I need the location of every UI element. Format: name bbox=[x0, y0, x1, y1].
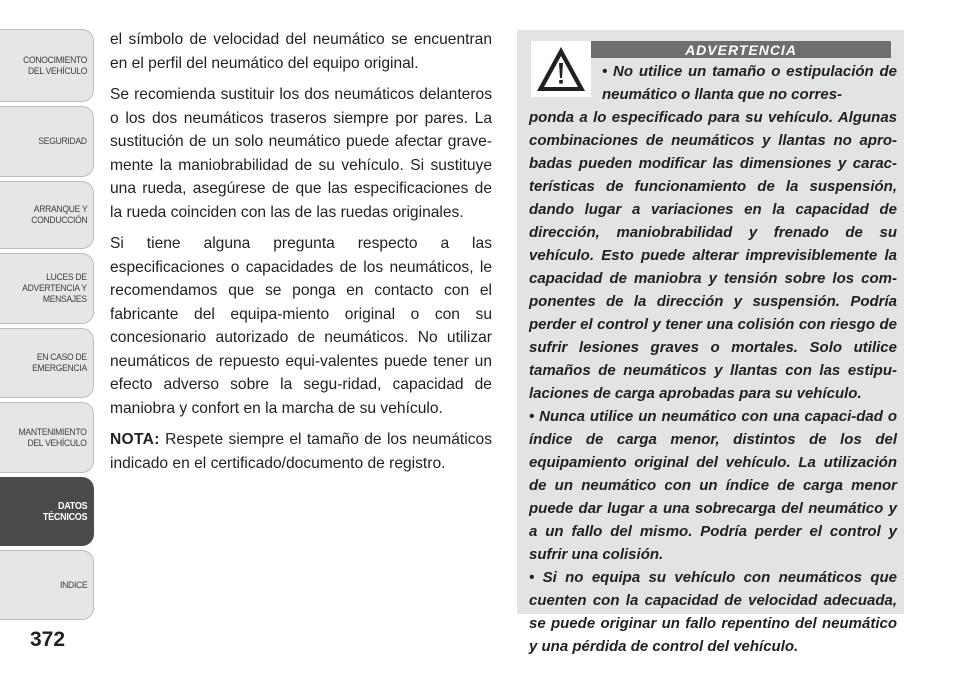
note-paragraph bbox=[110, 428, 492, 475]
sidebar-tab-mantenimiento[interactable] bbox=[0, 402, 94, 473]
warning-bullet-rest: ponda a lo especificado para su vehículo. Algunas combinaciones de neumáticos y llantas no apro-badas pueden modificar las dimensiones y carac-terísticas de funcionamiento de la suspensión, dando lugar a variaciones en la capacidad de dirección, maniobrabilidad y frenado de su vehículo. Esto puede alterar imprevisiblemente la capacidad de maniobra y tensión sobre los com-ponentes de la dirección y suspensión. Podría perder el control y tener una colisión con riesgo de sufrir lesiones graves o mortales. Solo utilice tamaños de neumáticos y llantas con las estipu-laciones de carga aprobadas para su vehículo. bbox=[529, 109, 897, 402]
note-label: NOTA: bbox=[110, 431, 160, 448]
sidebar-tab-label: SEGURIDAD bbox=[38, 136, 87, 147]
sidebar-tab-label: ARRANQUE Y CONDUCCIÓN bbox=[30, 204, 87, 226]
sidebar-tab-luces[interactable] bbox=[0, 253, 94, 324]
paragraph: el símbolo de velocidad del neumático se encuentran en el perfil del neumático del equipo original. bbox=[110, 31, 492, 72]
sidebar-tab-label: EN CASO DE EMERGENCIA bbox=[32, 352, 87, 374]
sidebar-tab-arranque[interactable] bbox=[0, 181, 94, 249]
sidebar-tab-emergencia[interactable] bbox=[0, 328, 94, 398]
sidebar-tab-label: DATOS TÉCNICOS bbox=[42, 500, 87, 523]
sidebar-tab-label: MANTENIMIENTO DEL VEHÍCULO bbox=[18, 426, 87, 449]
paragraph: Se recomienda sustituir los dos neumáticos delanteros o los dos neumáticos traseros siempre por pares. La sustitución de un solo neumático puede afectar grave-mente la maniobrabilidad de su vehículo. Si sustituye una rueda, asegúrese de que las especificaciones de la rueda coinciden con las de las ruedas originales. bbox=[110, 86, 492, 221]
warning-bullet: • Nunca utilice un neumático con una capaci-dad o índice de carga menor, distintos de los del equipamiento original del vehículo. La utilización de un neumático con un índice de carga menor puede dar lugar a una sobrecarga del neumático y a un fallo del mismo. Podría perder el control y sufrir una colisión. bbox=[529, 408, 897, 563]
sidebar-tab-label: CONOCIMIENTO DEL VEHÍCULO bbox=[22, 54, 87, 77]
sidebar-tab-seguridad[interactable] bbox=[0, 106, 94, 177]
warning-title: ADVERTENCIA bbox=[685, 41, 797, 58]
sidebar-tab-label: LUCES DE ADVERTENCIA Y MENSAJES bbox=[22, 272, 87, 305]
paragraph: Si tiene alguna pregunta respecto a las especificaciones o capacidades de los neumáticos, le recomendamos que se ponga en contacto con el fabricante del equipa-miento original o con su concesionario autorizado de neumáticos. No utilizar neumáticos de repuesto equi-valentes puede tener un efecto adverso sobre la segu-ridad, capacidad de maniobra y confort en la marcha de su vehículo. bbox=[110, 235, 492, 417]
body-text-column bbox=[110, 28, 492, 483]
warning-bullet bbox=[529, 60, 897, 405]
warning-box bbox=[517, 30, 904, 655]
warning-title-bar bbox=[591, 41, 891, 58]
sidebar-tab-label: INDICE bbox=[59, 579, 87, 591]
warning-bullet-start: • No utilice un tamaño o estipulación de neumático o llanta que no corres- bbox=[602, 63, 897, 103]
warning-body bbox=[529, 60, 897, 658]
note-text: Respete siempre el tamaño de los neumáticos indicado en el certificado/documento de registro. bbox=[110, 431, 492, 472]
sidebar-tab-conocimiento[interactable] bbox=[0, 29, 94, 102]
sidebar-tab-datos-tecnicos[interactable] bbox=[0, 477, 94, 546]
sidebar-tab-indice[interactable] bbox=[0, 550, 94, 620]
page-number: 372 bbox=[30, 628, 66, 651]
warning-bullet: • Si no equipa su vehículo con neumáticos que cuenten con la capacidad de velocidad adecuada, se puede originar un fallo repentino del neumático y una pérdida de control del vehículo. bbox=[529, 569, 897, 655]
